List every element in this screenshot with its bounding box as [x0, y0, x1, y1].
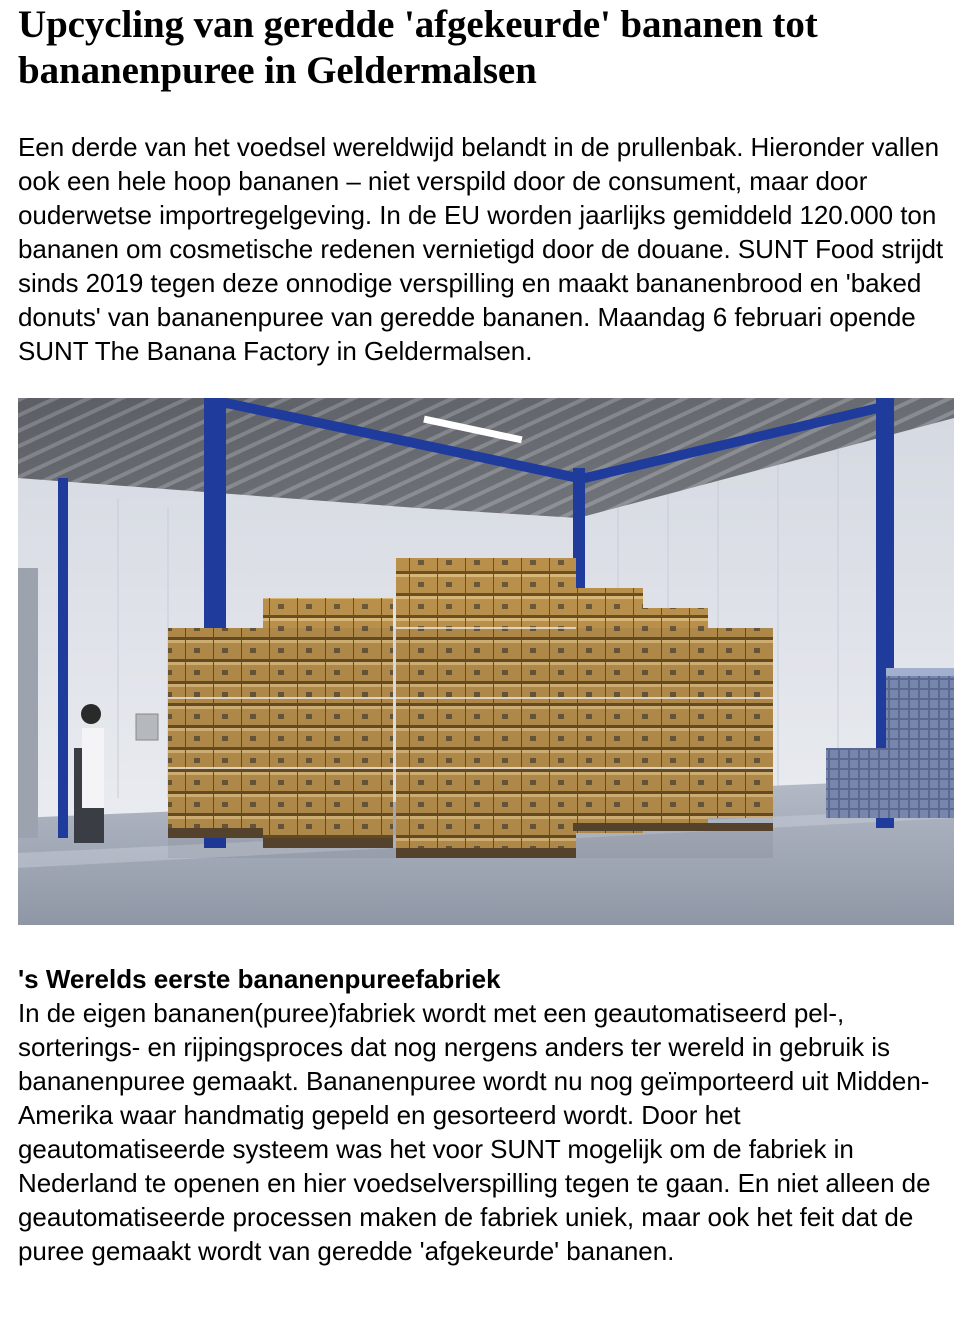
- article-intro: Een derde van het voedsel wereldwijd belandt in de prullenbak. Hieronder vallen ook een hele hoop bananen – niet verspild door de consument, maar door ouderwetse importregelgeving. In de EU worden jaarlijks gemiddeld 120.000 ton bananen om cosmetische redenen vernietigd door de douane. SUNT Food strijdt sinds 2019 tegen deze onnodige verspilling en maakt bananenbrood en 'baked donuts' van bananenpuree van geredde bananen. Maandag 6 februari opende SUNT The Banana Factory in Geldermalsen.: [18, 132, 944, 366]
- section-heading: 's Werelds eerste bananenpureefabriek: [18, 964, 501, 994]
- section-body: In de eigen bananen(puree)fabriek wordt met een geautomatiseerd pel-, sorterings- en rijpingsproces dat nog nergens anders ter wereld in gebruik is bananenpuree gemaakt. Bananenpuree wordt nu nog geïmporteerd uit Midden-Amerika waar handmatig gepeld en gesorteerd wordt. Door het geautomatiseerde systeem was het voor SUNT mogelijk om de fabriek in Nederland te openen en hier voedselverspilling tegen te gaan. En niet alleen de geautomatiseerde processen maken de fabriek uniek, maar ook het feit dat de puree gemaakt wordt van geredde 'afgekeurde' bananen.: [18, 998, 931, 1266]
- article-title: Upcycling van geredde 'afgekeurde' bananen tot bananenpuree in Geldermalsen: [18, 3, 818, 92]
- warehouse-illustration: [18, 398, 954, 925]
- wall-cabinet: [136, 714, 158, 740]
- warehouse-photo: [18, 398, 954, 925]
- article: [18, 0, 954, 1268]
- door: [18, 568, 38, 838]
